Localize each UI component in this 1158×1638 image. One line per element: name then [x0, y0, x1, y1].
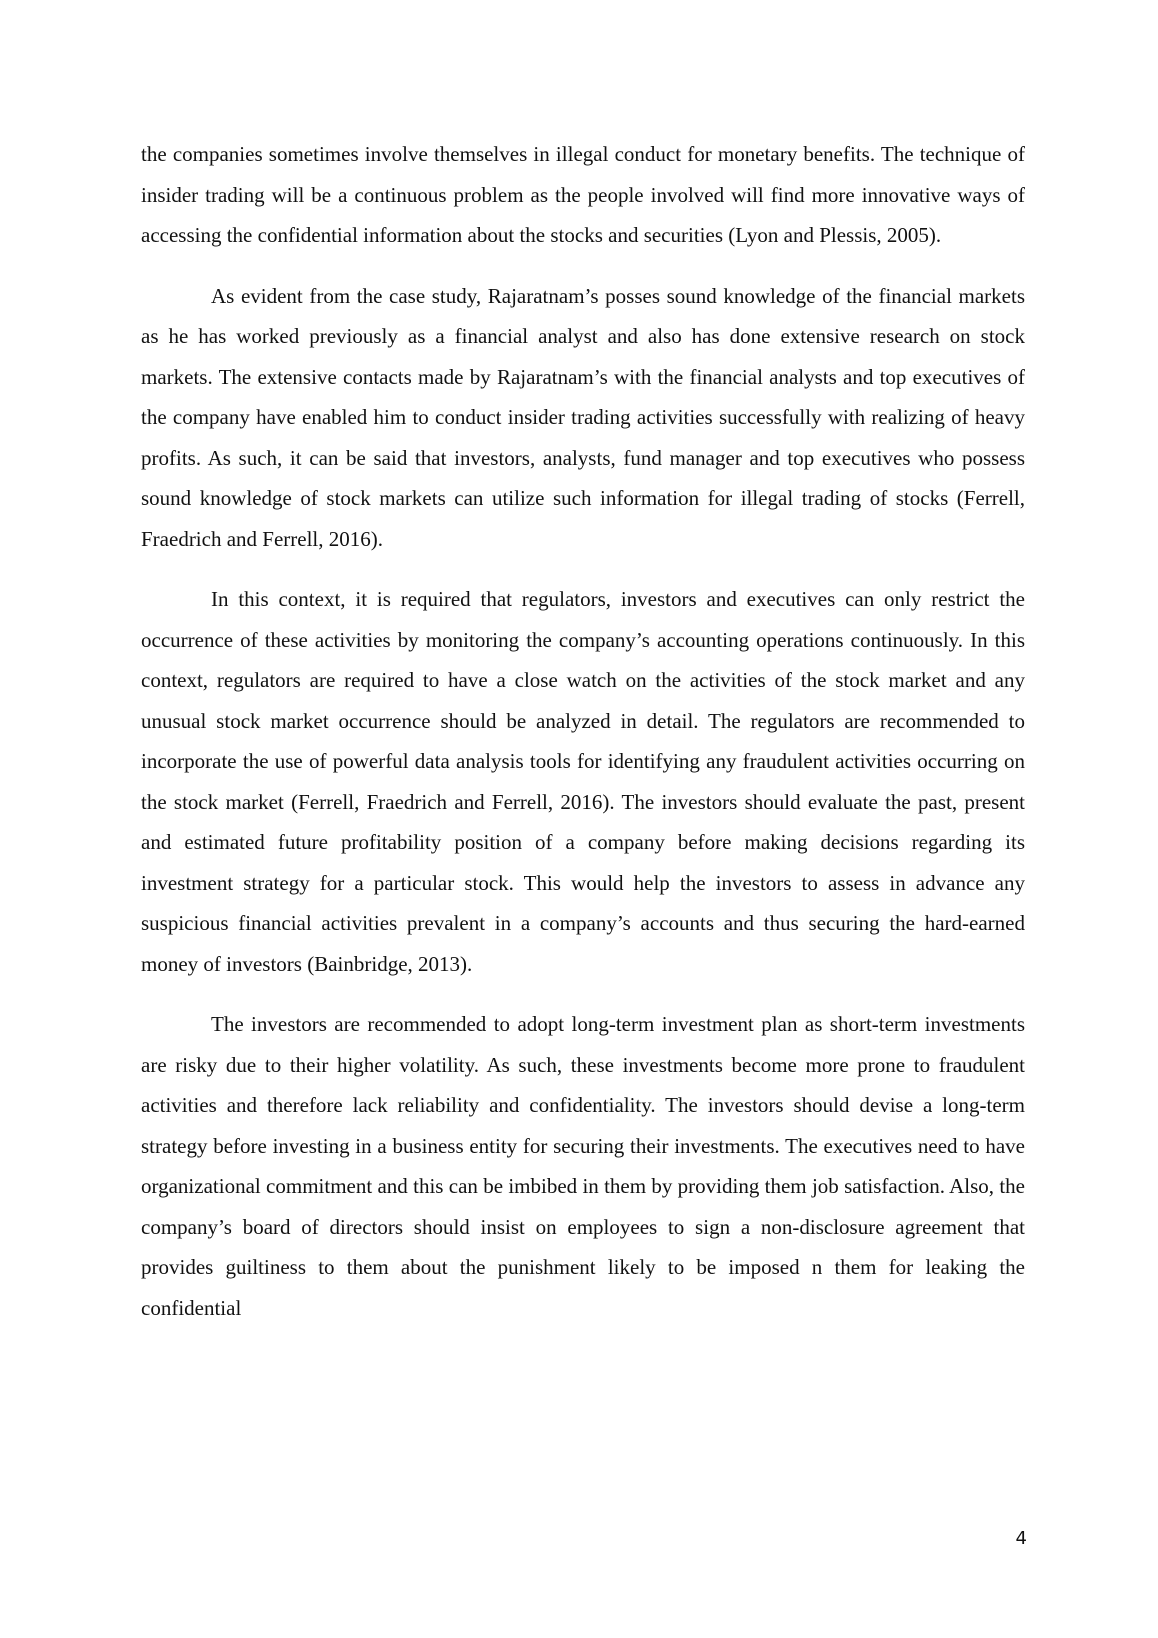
body-text — [141, 134, 1025, 1328]
paragraph-regulators-monitoring: In this context, it is required that regulators, investors and executives can only restrict the occurrence of these activities by monitoring the company’s accounting operations continuously. In this context, regulators are required to have a close watch on the activities of the stock market and any unusual stock market occurrence should be analyzed in detail. The regulators are recommended to incorporate the use of powerful data analysis tools for identifying any fraudulent activities occurring on the stock market (Ferrell, Fraedrich and Ferrell, 2016). The investors should evaluate the past, present and estimated future profitability position of a company before making decisions regarding its investment strategy for a particular stock. This would help the investors to assess in advance any suspicious financial activities prevalent in a company’s accounts and thus securing the hard-earned money of investors (Bainbridge, 2013). — [141, 587, 1025, 976]
page-number: 4 — [1015, 1528, 1027, 1549]
paragraph-rajaratnam-knowledge: As evident from the case study, Rajaratnam’s posses sound knowledge of the financial markets as he has worked previously as a financial analyst and also has done extensive research on stock markets. The extensive contacts made by Rajaratnam’s with the financial analysts and top executives of the company have enabled him to conduct insider trading activities successfully with realizing of heavy profits. As such, it can be said that investors, analysts, fund manager and top executives who possess sound knowledge of stock markets can utilize such information for illegal trading of stocks (Ferrell, Fraedrich and Ferrell, 2016). — [141, 283, 1025, 551]
paragraph-continuation: the companies sometimes involve themselves in illegal conduct for monetary benefits. The technique of insider trading will be a continuous problem as the people involved will find more innovative ways of accessing the confidential information about the stocks and securities (Lyon and Plessis, 2005). — [141, 142, 1025, 247]
paragraph-long-term-investment: The investors are recommended to adopt long-term investment plan as short-term investments are risky due to their higher volatility. As such, these investments become more prone to fraudulent activities and therefore lack reliability and confidentiality. The investors should devise a long-term strategy before investing in a business entity for securing their investments. The executives need to have organizational commitment and this can be imbibed in them by providing them job satisfaction. Also, the company’s board of directors should insist on employees to sign a non-disclosure agreement that provides guiltiness to them about the punishment likely to be imposed n them for leaking the confidential — [141, 1012, 1025, 1320]
